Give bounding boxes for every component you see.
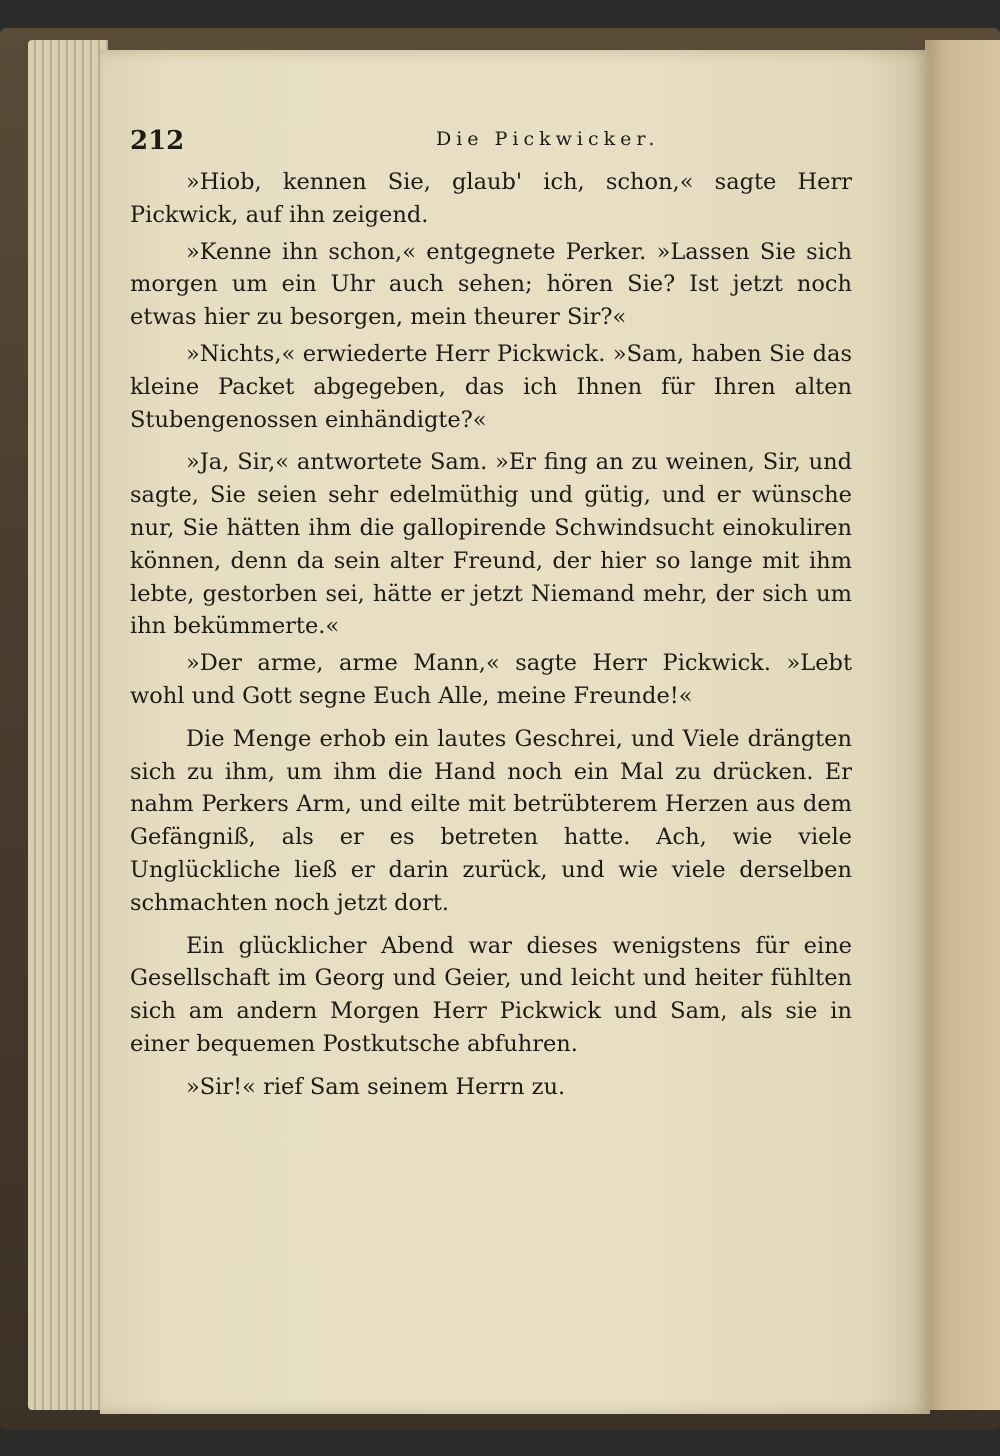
body-text bbox=[130, 166, 852, 1104]
paragraph: »Ja, Sir,« antwortete Sam. »Er fing an zu weinen, Sir, und sagte, Sie seien sehr edelmüthig und gütig, und er wünsche nur, Sie hätten ihm die gallopirende Schwindsucht einokuliren können, denn da sein alter Freund, der hier so lange mit ihm lebte, gestorben sei, hätte er jetzt Niemand mehr, der sich um ihn bekümmerte.« bbox=[130, 449, 852, 640]
page-number: 212 bbox=[130, 126, 185, 156]
page-edges bbox=[28, 40, 108, 1410]
paragraph: »Sir!« rief Sam seinem Herrn zu. bbox=[186, 1073, 566, 1100]
paragraph: Ein glücklicher Abend war dieses wenigstens für eine Gesellschaft im Georg und Geier, und leicht und heiter fühlten sich am andern Morgen Herr Pickwick und Sam, als sie in einer bequemen Postkutsche abfuhren. bbox=[130, 932, 852, 1057]
running-title: Die Pickwicker. bbox=[436, 128, 660, 150]
paragraph: Die Menge erhob ein lautes Geschrei, und Viele drängten sich zu ihm, um ihm die Hand noch ein Mal zu drücken. Er nahm Perkers Arm, und eilte mit betrübterem Herzen aus dem Gefängniß, als er es betreten hatte. Ach, wie viele Unglückliche ließ er darin zurück, und wie viele derselben schmachten noch jetzt dort. bbox=[130, 725, 852, 916]
paragraph: »Hiob, kennen Sie, glaub' ich, schon,« sagte Herr Pickwick, auf ihn zeigend. bbox=[130, 169, 852, 228]
page-header bbox=[130, 126, 660, 166]
paragraph: »Nichts,« erwiederte Herr Pickwick. »Sam, haben Sie das kleine Packet abgegeben, das ich Ihnen für Ihren alten Stubengenossen einhändigte?« bbox=[130, 340, 852, 433]
paragraph: »Kenne ihn schon,« entgegnete Perker. »Lassen Sie sich morgen um ein Uhr auch sehen; hören Sie? Ist jetzt noch etwas hier zu besorgen, mein theurer Sir?« bbox=[130, 238, 852, 331]
facing-page-edge bbox=[925, 40, 1000, 1410]
paragraph: »Der arme, arme Mann,« sagte Herr Pickwick. »Lebt wohl und Gott segne Euch Alle, meine Freunde!« bbox=[130, 650, 852, 709]
